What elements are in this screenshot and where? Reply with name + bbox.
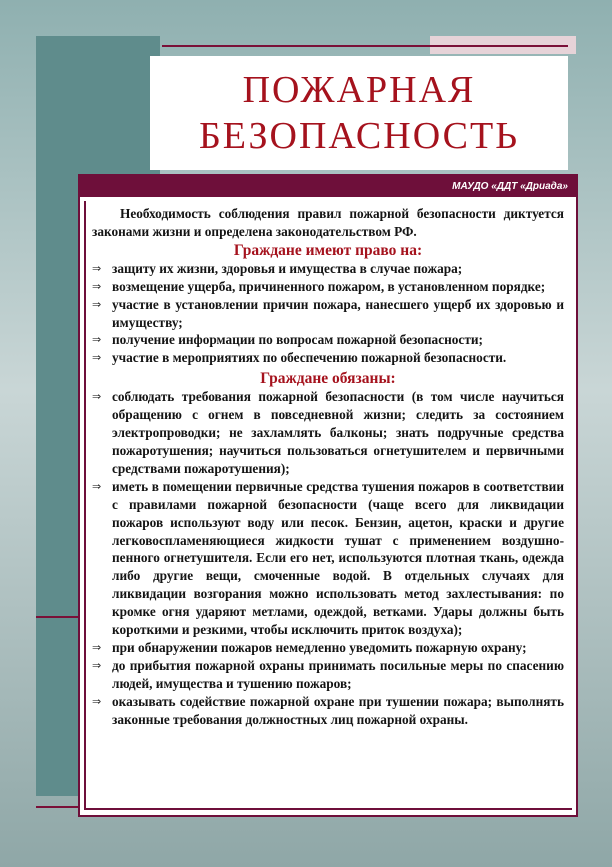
arrow-bullet-icon: ⇒ — [92, 351, 102, 365]
list-item — [92, 388, 564, 478]
list-item — [92, 296, 564, 332]
title-line-2: БЕЗОПАСНОСТЬ — [198, 115, 520, 157]
list-item-text: при обнаружении пожаров немедленно уведомить пожарную охрану; — [112, 639, 527, 655]
arrow-bullet-icon: ⇒ — [92, 479, 102, 493]
arrow-bullet-icon: ⇒ — [92, 694, 102, 708]
list-item-text: защиту их жизни, здоровья и имущества в случае пожара; — [112, 260, 463, 276]
list-item — [92, 331, 564, 349]
list-item — [92, 693, 564, 729]
list-item-text: участие в мероприятиях по обеспечению пожарной безопасности. — [112, 350, 507, 366]
arrow-bullet-icon: ⇒ — [92, 333, 102, 347]
list-item-text: участие в установлении причин пожара, нанесшего ущерб их здоровью и имуществу; — [112, 296, 564, 330]
arrow-bullet-icon: ⇒ — [92, 658, 102, 672]
content-panel — [78, 174, 578, 817]
duties-heading: Граждане обязаны: — [260, 370, 396, 388]
list-item-text: соблюдать требования пожарной безопасности (в том числе научиться обращению с огнем в повседневной жизни; следить за состоянием электропроводки; не захламлять балконы; знать подручные средства пожаротушения; научиться пользоваться огнетушителем и первичными средствами пожаротушения); — [112, 389, 564, 476]
list-item-text: до прибытия пожарной охраны принимать посильные меры по спасению людей, имущества и тушению пожаров; — [112, 657, 564, 691]
list-item — [92, 639, 564, 657]
arrow-bullet-icon: ⇒ — [92, 390, 102, 404]
intro-paragraph: Необходимость соблюдения правил пожарной безопасности диктуется законами жизни и определена законодательством РФ. — [92, 206, 564, 239]
list-item-text: возмещение ущерба, причиненного пожаром, в установленном порядке; — [112, 278, 546, 294]
arrow-bullet-icon: ⇒ — [92, 261, 102, 275]
list-item — [92, 260, 564, 278]
list-item-text: получение информации по вопросам пожарной безопасности; — [112, 332, 483, 348]
list-item — [92, 478, 564, 639]
top-decor-line — [162, 45, 568, 47]
title-line-1: ПОЖАРНАЯ — [242, 69, 476, 111]
list-item — [92, 657, 564, 693]
left-decor-line — [36, 616, 82, 618]
rights-heading: Граждане имеют право на: — [233, 241, 423, 259]
rights-list — [92, 260, 564, 367]
arrow-bullet-icon: ⇒ — [92, 640, 102, 654]
arrow-bullet-icon: ⇒ — [92, 297, 102, 311]
list-item-text: оказывать содействие пожарной охране при тушении пожара; выполнять законные требования должностных лиц пожарной охраны. — [112, 693, 564, 727]
duties-list — [92, 388, 564, 728]
arrow-bullet-icon: ⇒ — [92, 279, 102, 293]
organization-label: МАУДО «ДДТ «Дриада» — [80, 176, 576, 197]
list-item — [92, 349, 564, 367]
list-item-text: иметь в помещении первичные средства тушения пожаров в соответствии с правилами пожарной безопасности (чаще всего для ликвидации пожаров используют воду или песок. Бензин, ацетон, краски и другие легковоспламеняющиеся жидкости тушат с применением воздушно-пенного огнетушителя. Если его нет, используются плотная ткань, одежда либо другие вещи, смоченные водой. В отдельных случаях для ликвидации возгорания можно использовать метод захлестывания: по кромке огня ударяют метлами, одеждой, ветками. Удары должны быть короткими и резкими, чтобы исключить приток воздуха); — [112, 478, 564, 638]
list-item — [92, 278, 564, 296]
title-box — [150, 56, 568, 170]
panel-content — [92, 205, 564, 728]
